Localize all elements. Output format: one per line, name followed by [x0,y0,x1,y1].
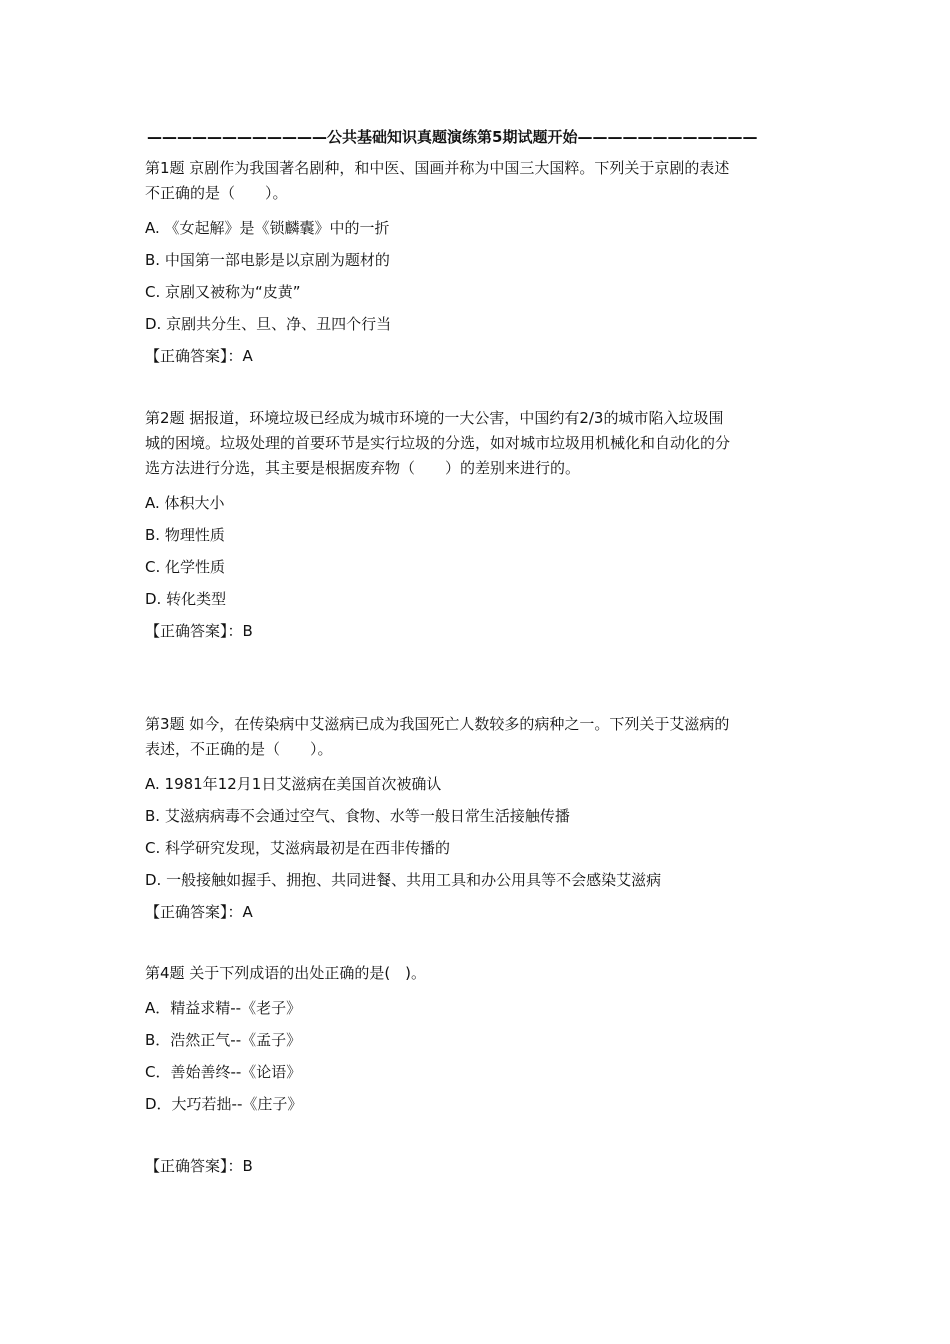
question-3-answer: 【正确答案】：A [145,903,253,921]
question-2-answer: 【正确答案】：B [145,622,253,640]
question-1-option-d: D. 京剧共分生、旦、净、丑四个行当 [145,315,392,333]
question-2-stem-line-3: 选方法进行分选，其主要是根据废弃物（ ）的差别来进行的。 [145,459,581,477]
question-3-stem-line-1: 第3题 如今，在传染病中艾滋病已成为我国死亡人数较多的病种之一。下列关于艾滋病的 [145,715,730,733]
question-2-stem-line-1: 第2题 据报道，环境垃圾已经成为城市环境的一大公害，中国约有2/3的城市陷入垃圾围 [145,409,724,427]
question-4-answer: 【正确答案】：B [145,1157,253,1175]
question-3 [145,712,810,922]
question-1-option-c: C. 京剧又被称为“皮黄” [145,283,301,301]
question-2-option-c: C. 化学性质 [145,558,226,576]
question-3-option-c: C. 科学研究发现，艾滋病最初是在西非传播的 [145,839,451,857]
question-2 [145,406,810,641]
question-3-option-a: A. 1981年12月1日艾滋病在美国首次被确认 [145,775,442,793]
document-title: ————————————公共基础知识真题演练第5期试题开始———————————— [147,128,758,146]
question-1-answer: 【正确答案】：A [145,347,253,365]
question-3-option-d: D. 一般接触如握手、拥抱、共同进餐、共用工具和办公用具等不会感染艾滋病 [145,871,662,889]
question-2-option-b: B. 物理性质 [145,526,225,544]
question-4-option-c: C．善始善终--《论语》 [145,1063,302,1081]
question-4-option-a: A．精益求精--《老子》 [145,999,302,1017]
question-2-stem-line-2: 城的困境。垃圾处理的首要环节是实行垃圾的分选，如对城市垃圾用机械化和自动化的分 [145,434,731,452]
question-3-option-b: B. 艾滋病病毒不会通过空气、食物、水等一般日常生活接触传播 [145,807,570,825]
question-1-stem-line-2: 不正确的是（ ）。 [145,184,288,202]
question-1-option-b: B. 中国第一部电影是以京剧为题材的 [145,251,390,269]
question-4-option-b: B．浩然正气--《孟子》 [145,1031,302,1049]
question-2-option-d: D. 转化类型 [145,590,227,608]
question-4-answer-block [145,1154,810,1179]
question-4-stem-line-1: 第4题 关于下列成语的出处正确的是( )。 [145,964,427,982]
question-1-stem-line-1: 第1题 京剧作为我国著名剧种，和中医、国画并称为中国三大国粹。下列关于京剧的表述 [145,159,730,177]
question-3-stem-line-2: 表述，不正确的是（ ）。 [145,740,333,758]
question-4 [145,961,810,1114]
question-2-option-a: A. 体积大小 [145,494,225,512]
question-1-option-a: A. 《女起解》是《锁麟囊》中的一折 [145,219,390,237]
question-1 [145,156,810,366]
question-4-option-d: D．大巧若拙--《庄子》 [145,1095,303,1113]
